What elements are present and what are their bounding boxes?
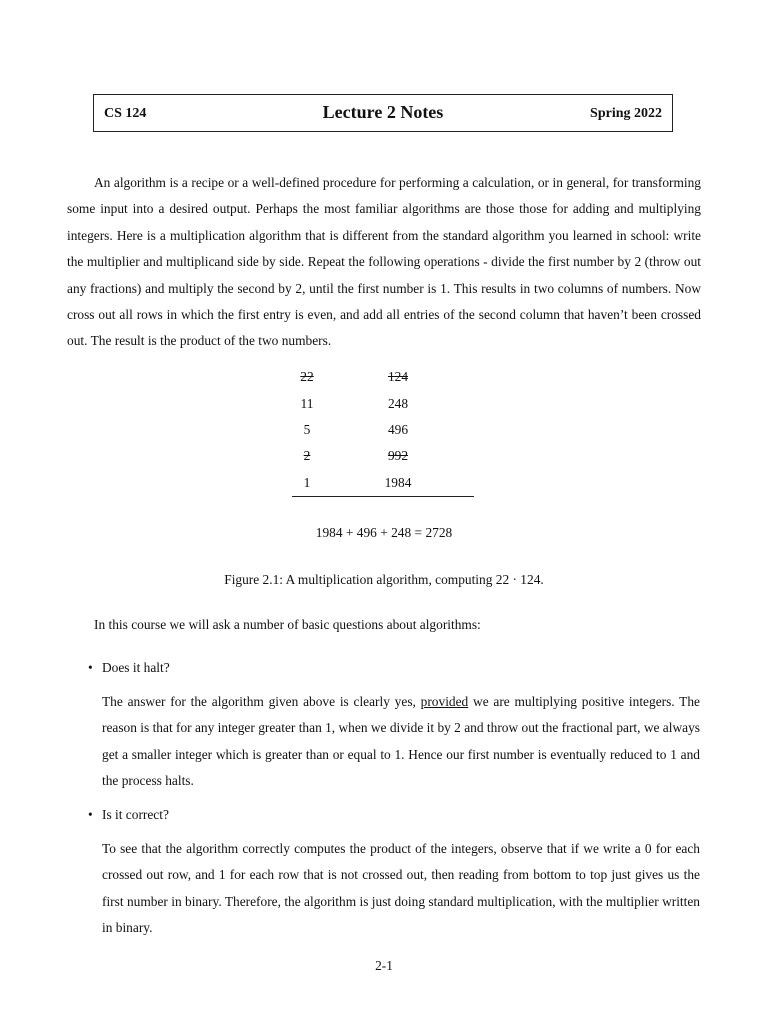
sum-equation: 1984 + 496 + 248 = 2728 <box>315 525 453 540</box>
answer-text: The answer for the algorithm given above is clearly yes, <box>102 694 421 709</box>
first-number-cell: 1 <box>303 474 311 490</box>
second-number-cell: 496 <box>387 421 409 437</box>
term-label: Spring 2022 <box>590 106 662 121</box>
halt-answer <box>102 689 700 795</box>
bullet-question: Does it halt? <box>102 660 170 675</box>
table-row <box>292 390 474 416</box>
figure-caption: Figure 2.1: A multiplication algorithm, computing 22 · 124. <box>224 572 544 587</box>
answer-text: we are multiplying positive integers. The reason is that for any integer greater than 1, when we divide it by 2 and throw out the fractional part, we always get a smaller integer which is greater than or equal to 1. Hence our first number is eventually reduced to 1 and the process halts. <box>102 694 700 789</box>
underlined-word: provided <box>420 694 469 709</box>
second-number-cell: 124 <box>387 369 409 385</box>
table-row <box>292 470 474 497</box>
second-number-cell: 992 <box>387 448 409 464</box>
bullet-icon: • <box>88 807 93 822</box>
lecture-header-box <box>93 94 673 132</box>
bullet-icon: • <box>88 660 93 675</box>
first-number-cell: 2 <box>303 448 311 464</box>
page-number: 2-1 <box>375 958 393 973</box>
first-number-cell: 22 <box>300 369 314 385</box>
lecture-title: Lecture 2 Notes <box>322 102 444 122</box>
questions-intro: In this course we will ask a number of basic questions about algorithms: <box>94 617 481 632</box>
second-number-cell: 248 <box>387 395 409 411</box>
bullet-question: Is it correct? <box>102 807 169 822</box>
second-number-cell: 1984 <box>384 474 412 490</box>
correct-answer: To see that the algorithm correctly computes the product of the integers, observe that if we write a 0 for each crossed out row, and 1 for each row that is not crossed out, then reading from bottom to top just gives us the first number in binary. Therefore, the algorithm is just doing standard multiplication, with the multiplier written in binary. <box>102 841 700 936</box>
multiplication-table <box>292 364 474 497</box>
intro-paragraph: An algorithm is a recipe or a well-defined procedure for performing a calculation, or in general, for transforming some input into a desired output. Perhaps the most familiar algorithms are those those for adding and multiplying integers. Here is a multiplication algorithm that is different from the standard algorithm you learned in school: write the multiplier and multiplicand side by side. Repeat the following operations - divide the first number by 2 (throw out any fractions) and multiply the second by 2, until the first number is 1. This results in two columns of numbers. Now cross out all rows in which the first entry is even, and add all entries of the second column that haven’t been crossed out. The result is the product of the two numbers. <box>67 175 701 349</box>
table-row <box>292 417 474 443</box>
first-number-cell: 11 <box>300 395 314 411</box>
first-number-cell: 5 <box>303 421 311 437</box>
course-code: CS 124 <box>104 106 147 121</box>
table-row <box>292 443 474 469</box>
table-row <box>292 364 474 390</box>
